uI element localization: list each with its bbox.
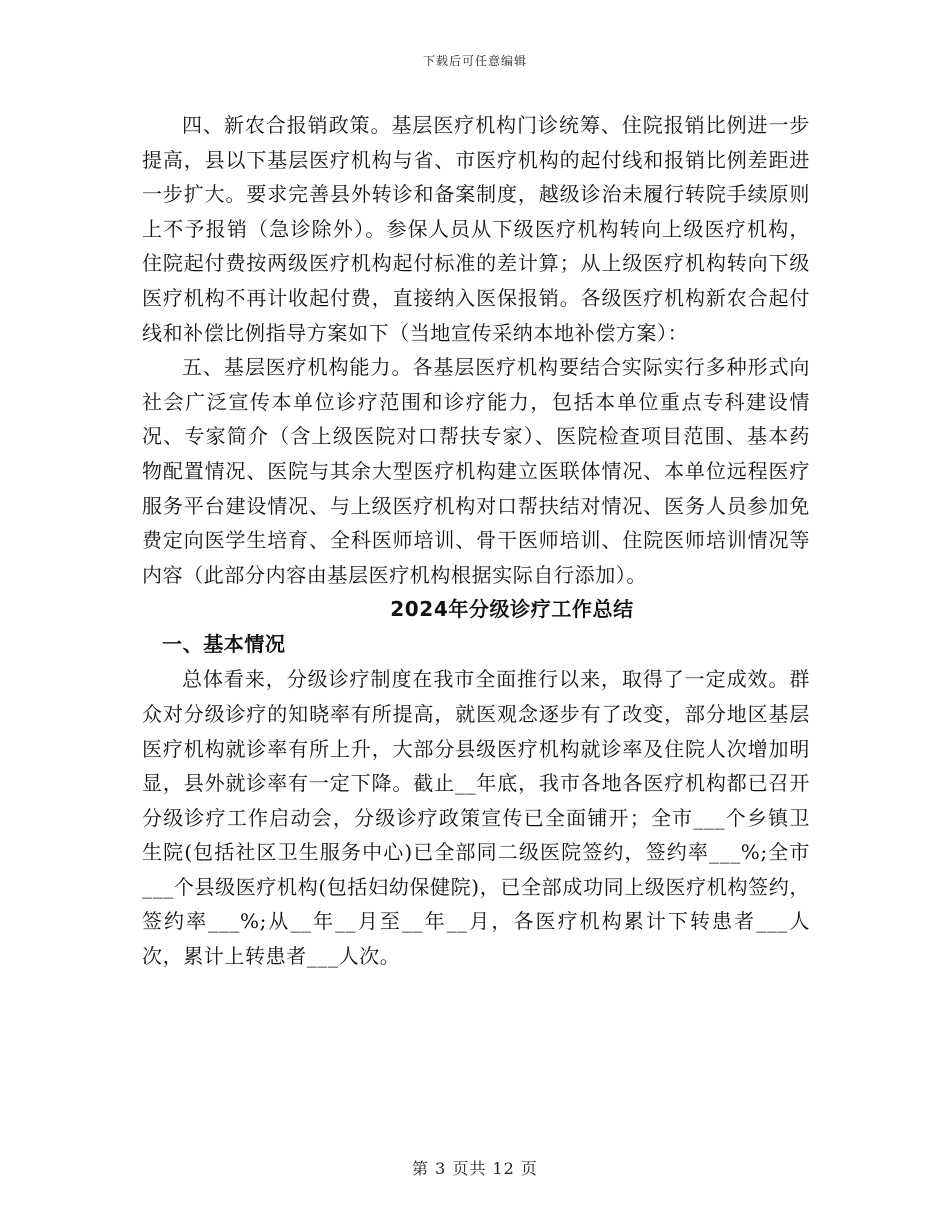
page-header-note: 下载后可任意编辑	[422, 54, 527, 68]
document-title: 2024年分级诊疗工作总结	[390, 597, 634, 622]
page-number-footer: 第 3 页共 12 页	[412, 1159, 538, 1178]
paragraph-grassroots-capacity: 五、基层医疗机构能力。各基层医疗机构要结合实际实行多种形式向社会广泛宣传本单位诊疗范围和诊疗能力，包括本单位重点专科建设情况、专家简介（含上级医院对口帮扶专家）、医院检查项目范围、基本药物配置情况、医院与其余大型医疗机构建立医联体情况、本单位远程医疗服务平台建设情况、与上级医疗机构对口帮扶结对情况、医务人员参加免费定向医学生培育、全科医师培训、骨干医师培训、住院医师培训情况等内容（此部分内容由基层医疗机构根据实际自行添加）。	[142, 355, 810, 587]
document-body	[142, 108, 810, 974]
paragraph-overall-summary: 总体看来，分级诊疗制度在我市全面推行以来，取得了一定成效。群众对分级诊疗的知晓率有所提高，就医观念逐步有了改变，部分地区基层医疗机构就诊率有所上升，大部分县级医疗机构就诊率及住院人次增加明显，县外就诊率有一定下降。截止__年底，我市各地各医疗机构都已召开分级诊疗工作启动会，分级诊疗政策宣传已全面铺开；全市___个乡镇卫生院(包括社区卫生服务中心)已全部同二级医院签约，签约率___%;全市___个县级医疗机构(包括妇幼保健院)，已全部成功同上级医疗机构签约，签约率___%;从__年__月至__年__月，各医疗机构累计下转患者___人次，累计上转患者___人次。	[142, 667, 810, 969]
section-heading-basic-situation: 一、基本情况	[162, 632, 286, 657]
paragraph-reimbursement-policy: 四、新农合报销政策。基层医疗机构门诊统筹、住院报销比例进一步提高，县以下基层医疗机构与省、市医疗机构的起付线和报销比例差距进一步扩大。要求完善县外转诊和备案制度，越级诊治未履行转院手续原则上不予报销（急诊除外）。参保人员从下级医疗机构转向上级医疗机构，住院起付费按两级医疗机构起付标准的差计算；从上级医疗机构转向下级医疗机构不再计收起付费，直接纳入医保报销。各级医疗机构新农合起付线和补偿比例指导方案如下（当地宣传采纳本地补偿方案）：	[142, 113, 810, 345]
